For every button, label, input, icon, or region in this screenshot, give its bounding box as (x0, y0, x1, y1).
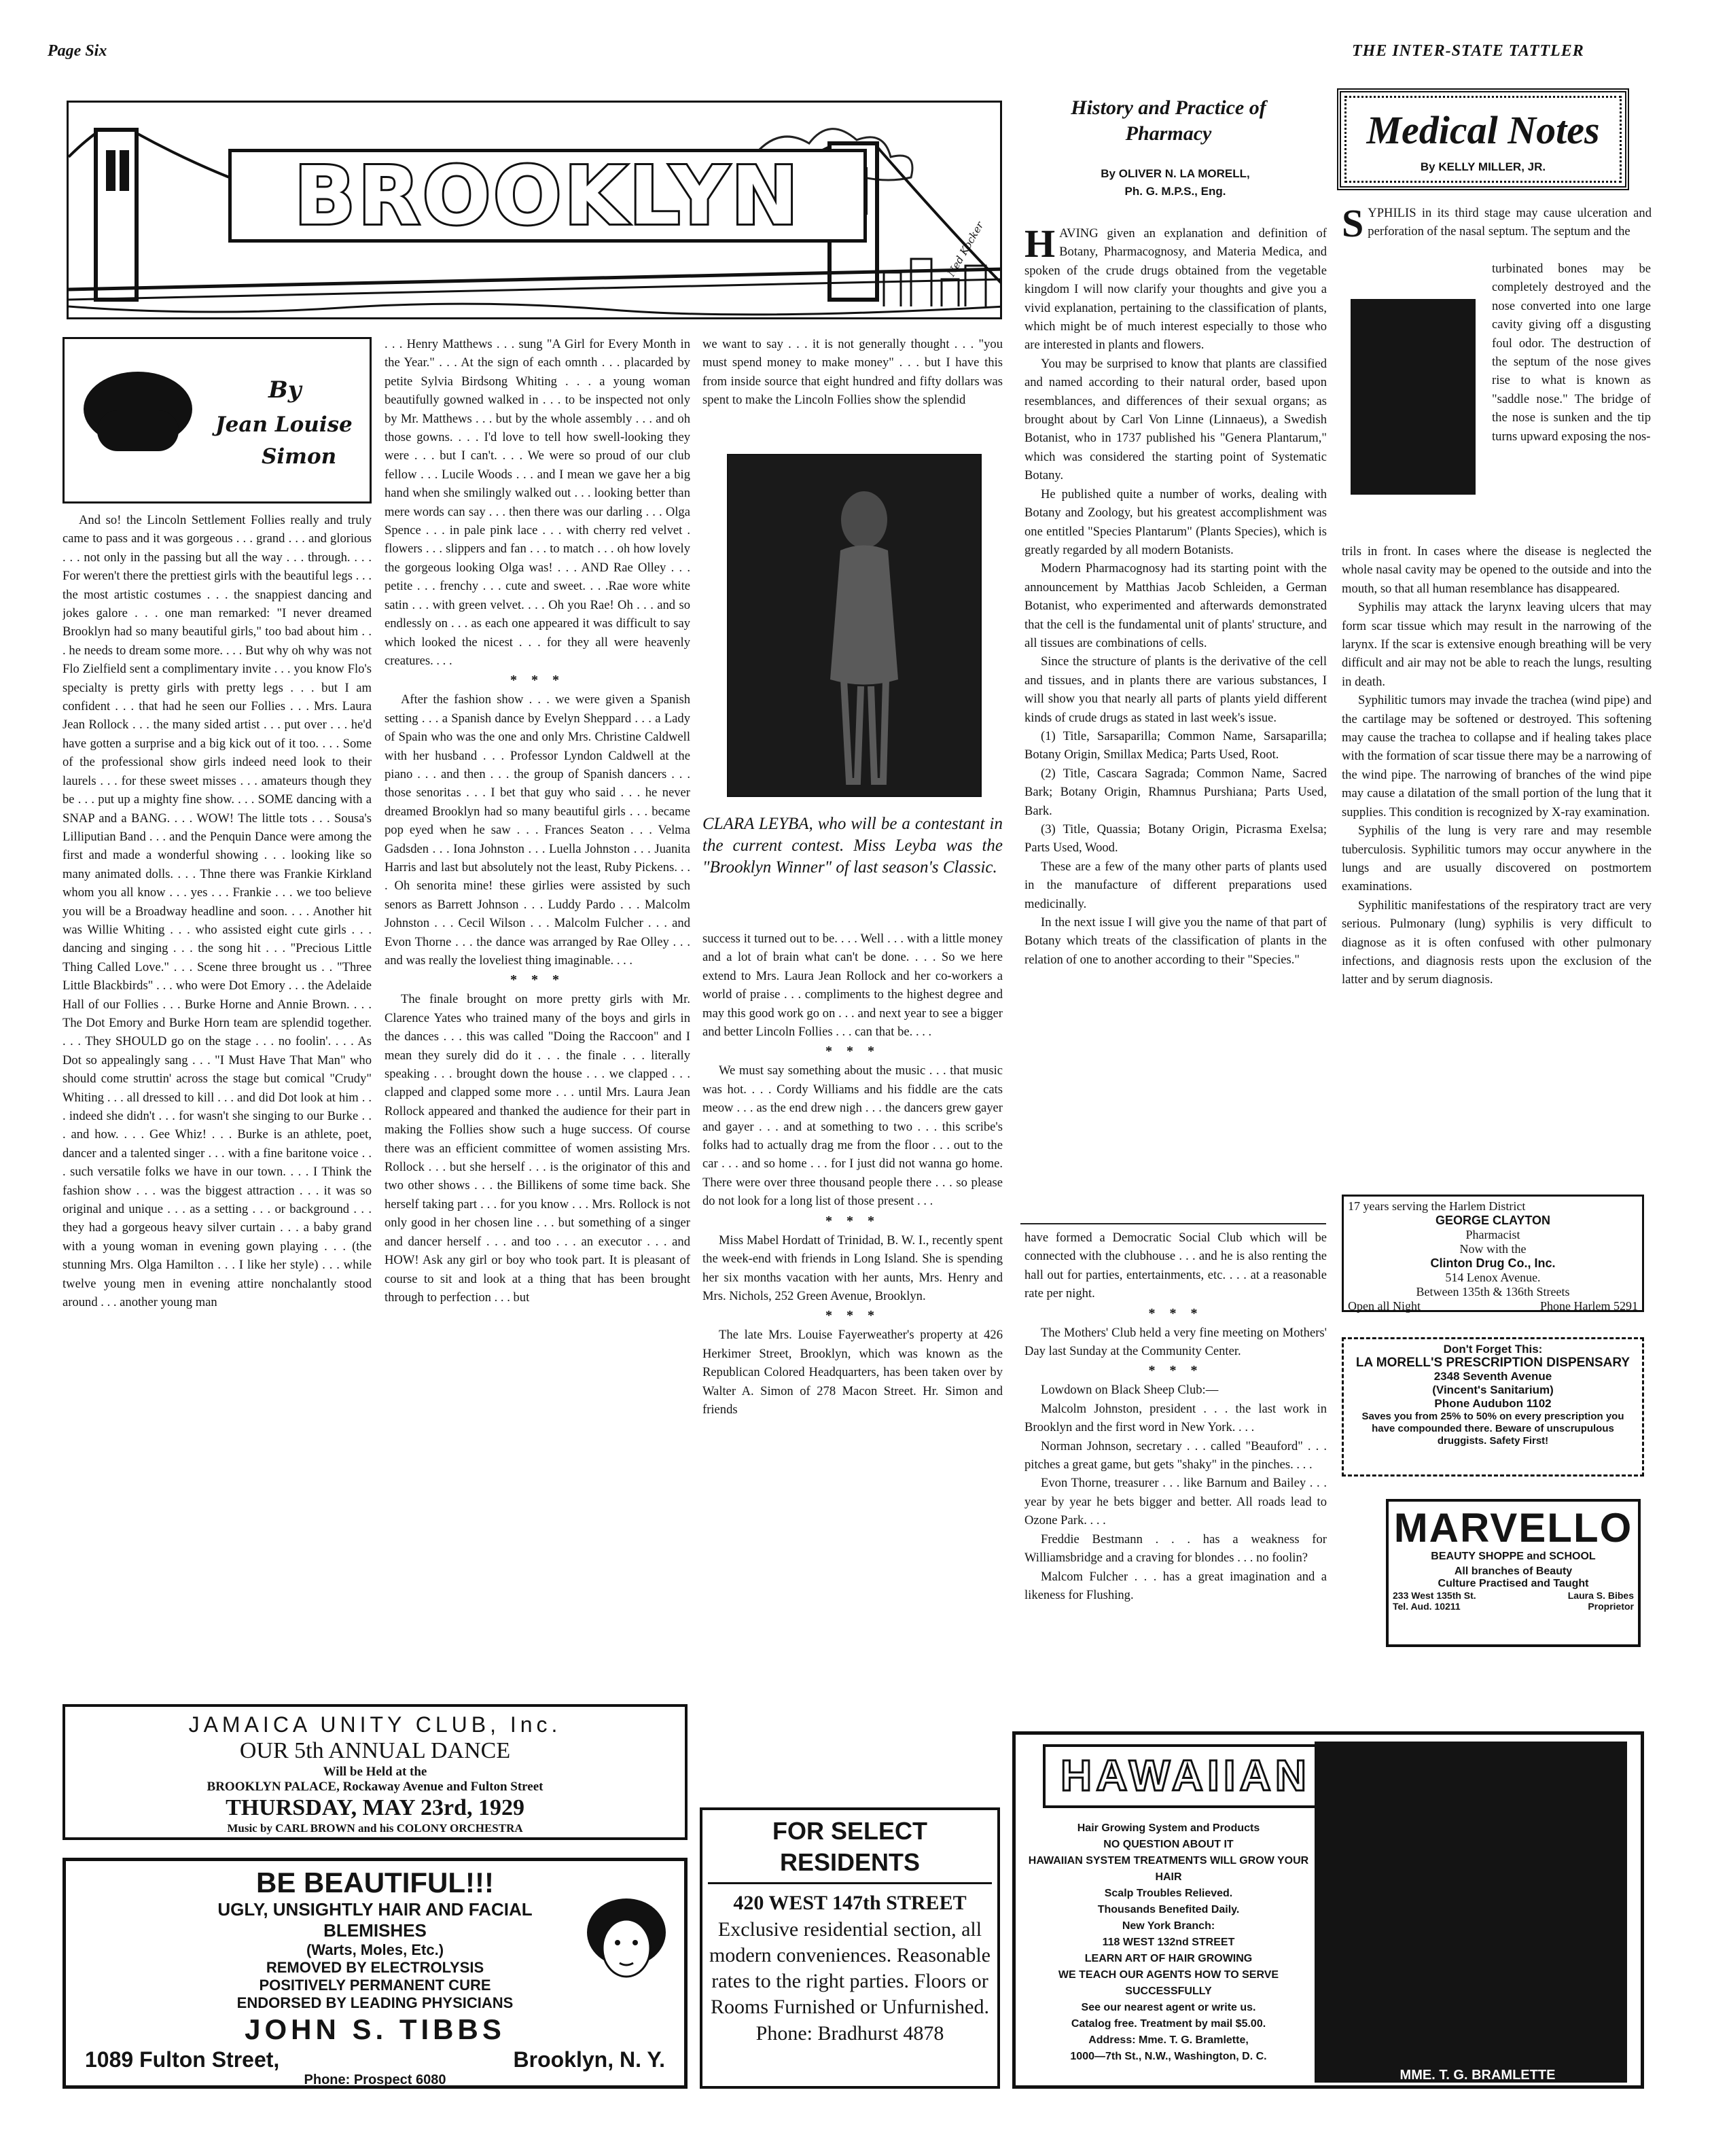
brooklyn-col3-para-1: we want to say . . . it is not generally thought . . . "you must spend money to make money" . . . but I have this from inside source that eight hundred and fifty dollars was spent to make the Lincoln Follies show the splendid (702, 337, 1003, 408)
brooklyn-column-3a (702, 335, 1003, 434)
byline-name-2: Simon (262, 444, 337, 469)
brooklyn-cont-para: Norman Johnson, secretary . . . called "Beauford" . . . pitches a great game, but gets "shaky" in the pinches. . . . (1024, 1438, 1327, 1472)
brooklyn-title: BROOKLYN (228, 149, 867, 243)
medical-para: trils in front. In cases where the disease is neglected the whole nasal cavity may be opened to the outside and into the mouth, so that all human resemblance has disappeared. (1342, 544, 1652, 596)
brooklyn-column-2 (385, 335, 690, 1679)
ad-line: UGLY, UNSIGHTLY HAIR AND FACIAL (217, 1899, 533, 1920)
pharmacy-para: (1) Title, Sarsaparilla; Common Name, Sarsaparilla; Botany Origin, Smillax Medica; Parts Used, Root. (1024, 728, 1327, 762)
brooklyn-col2-para-1: . . . Henry Matthews . . . sung "A Girl for Every Month in the Year." . . . At the sign of each omnth . . . placarded by petite Sylvia Birdsong Whiting . . . a young woman beautifully gowned walked in . . . to be inspected not only by Mr. Matthews . . . but by the whole assembly . . . and oh those gowns. . . . I'd love to tell how swell-looking they were . . . but I can't. . . . We were so proud of our club fellow . . . Lucile Woods . . . and I mean we gave her a big hand when she smilingly walked out . . . looking better than mere words can say . . . then there was our darling . . . Olga Spence . . . in pale pink lace . . . with cherry red velvet . flowers . . . slippers and fan . . . to match . . . oh how lovely the gorgeous looking Olga was! . . . AND Rae Olley . . . petite . . . frenchy . . . cute and sweet. . . .Rae wore white satin . . . with green velvet. . . . Oh you Rae! Oh . . . and so endlessly on . . . as each one appeared it was difficult to say which looked the nicest . . . for they all were heavenly creatures. . . . (385, 337, 690, 668)
brooklyn-cont-para: Freddie Bestmann . . . has a weakness for Williamsbridge and a craving for blondes . . . no foolin? (1024, 1532, 1327, 1566)
brooklyn-col1-text: And so! the Lincoln Settlement Follies really and truly came to pass and it was gorgeous . . . grand . . . and glorious . . . not only in the passing but all the way . . . through. . . . For weren't there the prettiest girls with the beautiful legs . . . the most artistic costumes . . . the snappiest dancing and jokes galore . . . one man remarked: "I never dreamed Brooklyn had so many beautiful girls," too bad about him . . . he needs to dream some more. . . . But why oh why was not Flo Zielfield sent a complimentary invite . . . you know Flo's specialty is pretty girls with pretty legs . . . but I am confident . . . that had he seen our Follies . . . Mrs. Laura Jean Rollock . . . the many sided artist . . . put over . . . he'd have gotten a surprise and a big kick out of it too. . . . Some of the professional show girls indeed need look to their laurels . . . for these sweet misses . . . amateurs though they be . . . put up a mighty fine show. . . . SOME dancing with a SNAP and a BANG. . . . WOW! The little tots . . . Sousa's Lilliputian Band . . . and the Penquin Dance were among the first and made a wonderful showing . . . looking like so many animated dolls. . . . Thne there was Frankie Kirkland whom you all know . . . yes . . . Frankie . . . we too believe you will be a Broadway headline and soon. . . . Another hit was Willie Whiting . . . who assisted eight cute girls . . . dancing and singing . . . the song hit . . . "Precious Little Thing Called Love." . . . Scene three brought us . . "Three Little Blackbirds" . . . who were Dot Emory . . . the Adelaide Hall of our Follies . . . Burke Horne and Annie Brown. . . . The Dot Emory and Burke Horn team are splendid together. . . . They SHOULD go on the stage . . . no foolin'. . . . As Dot so appealingly sang . . . "I Must Have That Man" who should come struttin' across the stage but comical "Crudy" Whiting . . . all dressed to kill . . . and did Dot look at him . . . indeed she didn't . . . for wasn't she singing to our Burke . . . and how. . . . Gee Whiz! . . . Burke is an athlete, poet, dancer and a talented singer . . . with a fine baritone voice . . . such versatile folks we have in our town. . . . I Think the fashion show . . . was the biggest attraction . . . it was so original and unique . . . as a setting . . . or background . . . they had a gorgeous heavy silver curtain . . . a baby grand with a young woman in evening gown playing . . . (the stunning Mrs. Olga Hamilton . . . I like her style) . . . while twelve young men in evening attire nonchalantly stood around . . . another young man (63, 513, 372, 1310)
ad-line: REMOVED BY ELECTROLYSIS (266, 1959, 484, 1976)
medical-para: Syphilitic manifestations of the respiratory tract are very serious. Pulmonary (lung) syphilis is very difficult to diagnose as it is often confused with other pulmonary infections, and diagnosis rests upon the exclusion of the latter and by serum diagnosis. (1342, 898, 1652, 987)
brooklyn-banner (67, 101, 1002, 319)
ad-line: Brooklyn, N. Y. (513, 2047, 665, 2072)
hawaiian-photo (1315, 1742, 1627, 2083)
medical-para: Syphilis may attack the larynx leaving ulcers that may form scar tissue which may result in the narrowing of the larynx. If the scar is extensive enough breathing will be very difficult and air may not be able to reach the lungs, resulting in death. (1342, 600, 1652, 689)
ad-line: 420 WEST 147th STREET (733, 1892, 967, 1914)
brooklyn-cont-para: Lowdown on Black Sheep Club:— (1041, 1383, 1219, 1398)
woman-portrait (582, 1895, 671, 1997)
ad-line: Music by CARL BROWN and his COLONY ORCHESTRA (227, 1822, 523, 1835)
woman-figure (728, 455, 983, 798)
ad-line: Clinton Drug Co., Inc. (1430, 1256, 1556, 1270)
ad-line: BROOKLYN PALACE, Rockaway Avenue and Fulton Street (207, 1780, 543, 1794)
marvello-beauty-ad (1386, 1499, 1641, 1647)
separator-stars: * * * (510, 673, 565, 688)
ad-line: 233 West 135th St. (1393, 1590, 1476, 1601)
ad-line: MME. T. G. BRAMLETTE (1399, 2068, 1556, 2083)
select-residents-ad (700, 1807, 1000, 2089)
brooklyn-cont-para: Evon Thorne, treasurer . . . like Barnum and Bailey . . . year by year he bets bigger and better. All roads lead to Ozone Park. . . . (1024, 1476, 1327, 1528)
ad-line: All branches of Beauty (1454, 1566, 1573, 1577)
ad-line: BEAUTY SHOPPE and SCHOOL (1431, 1551, 1596, 1562)
medical-para: turbinated bones may be completely destroyed and the nose converted into one large cavity giving off a disgusting foul odor. The destruction of the septum of the nose gives rise to what is known as "saddle nose." The bridge of the nose is sunken and the tip turns upward exposing the nos- (1492, 262, 1651, 444)
separator-stars: * * * (825, 1213, 880, 1229)
ad-line: Phone: Bradhurst 4878 (755, 2022, 944, 2045)
page-label: Page Six (48, 42, 107, 60)
ad-line: LA MORELL'S PRESCRIPTION DISPENSARY (1355, 1356, 1630, 1370)
medical-side-text (1492, 260, 1651, 545)
ad-line: WE TEACH OUR AGENTS HOW TO SERVE SUCCESSFULLY (1058, 1969, 1279, 1997)
hawaiian-logo (1043, 1744, 1328, 1808)
clayton-pharmacist-ad (1342, 1195, 1644, 1312)
ad-title: FOR SELECT RESIDENTS (708, 1816, 992, 1884)
brooklyn-cont-para: have formed a Democratic Social Club which will be connected with the clubhouse . . . and he is also renting the hall out for parties, entertainments, etc. . . . at a reasonable rate per night. (1024, 1231, 1327, 1301)
pharmacy-para: (2) Title, Cascara Sagrada; Common Name, Sacred Bark; Botany Origin, Rhamnus Purshiana; Parts Used, Bark. (1024, 766, 1327, 818)
medical-para: Syphilis of the lung is very rare and may resemble tuberculosis. Syphilitic tumors may occur anywhere in the lungs and are usually discovered on postmortem examinations. (1342, 824, 1652, 894)
artist-signature: Ned Kocker (945, 219, 986, 279)
brooklyn-col3-para-2: success it turned out to be. . . . Well . . . with a little money and a lot of brain what can't be done. . . . So we here extend to Mrs. Laura Jean Rollock and her co-workers a world of praise . . . compliments to the highest degree and may this good work go on . . . and next year to see a bigger and better Lincoln Follies . . . can that be. . . . (702, 932, 1003, 1040)
ad-line: OUR 5th ANNUAL DANCE (239, 1738, 511, 1763)
pharmacy-para: (3) Title, Quassia; Botany Origin, Picrasma Exelsa; Parts Used, Wood. (1024, 822, 1327, 855)
ad-line: POSITIVELY PERMANENT CURE (259, 1977, 491, 1994)
medical-notes-header (1337, 88, 1629, 190)
ad-line: Open all Night (1348, 1299, 1421, 1313)
pharmacy-dropcap: H (1024, 224, 1056, 266)
ad-line: ENDORSED BY LEADING PHYSICIANS (236, 1994, 514, 2011)
ad-line: Proprietor (1588, 1601, 1634, 1612)
ad-line: New York Branch: (1122, 1920, 1215, 1932)
byline-box (63, 337, 372, 503)
separator-stars: * * * (825, 1044, 880, 1059)
pharmacy-para: Modern Pharmacognosy had its starting point with the announcement by Matthias Jacob Schleiden, a German Botanist, who experimented and afterwards demonstrated that the cell is the fundamental unit of plants' structure, and all tissues are combinations of cells. (1024, 561, 1327, 650)
ad-line: GEORGE CLAYTON (1435, 1214, 1551, 1227)
pharmacy-byline-2: Ph. G. M.P.S., Eng. (1124, 185, 1226, 198)
ad-line: Hair Growing System and Products (1077, 1822, 1260, 1834)
ad-line: 514 Lenox Avenue. (1445, 1271, 1541, 1284)
ad-line: Scalp Troubles Relieved. (1104, 1888, 1233, 1899)
clara-leyba-photo (727, 454, 982, 797)
brooklyn-col3-para-4: Miss Mabel Hordatt of Trinidad, B. W. I., recently spent the week-end with friends in Long Island. She is spending her six months vacation with her aunts, Mrs. Henry and Mrs. Nichols, 252 Green Avenue, Brooklyn. (702, 1233, 1003, 1303)
brooklyn-col3-para-3: We must say something about the music . . . that music was hot. . . . Cordy Williams and his fiddle are the cats meow . . . as the end drew nigh . . . the dancers grew gayer and gayer . . . and at something to two . . . this scribe's folks had to actually drag me from the floor . . . out to the car . . . and so home . . . for I just did not wanna go home. There were over three thousand people there . . . so please do not look for a long list of those present . . . (702, 1063, 1003, 1209)
brooklyn-cont-para: Malcolm Johnston, president . . . the last work in Brooklyn and the first word in New York. . . . (1024, 1401, 1327, 1435)
ad-line: Pharmacist (1465, 1228, 1520, 1241)
ad-line: Don't Forget This: (1443, 1343, 1543, 1356)
pharmacy-article (1024, 224, 1327, 1230)
ad-line: JAMAICA UNITY CLUB, Inc. (188, 1712, 562, 1737)
ad-line: (Vincent's Sanitarium) (1432, 1383, 1554, 1396)
ad-line: 2348 Seventh Avenue (1433, 1370, 1552, 1383)
be-beautiful-ad (63, 1858, 688, 2089)
brooklyn-col2-para-2: After the fashion show . . . we were given a Spanish setting . . . a Spanish dance by Evelyn Sheppard . . . a Lady of Spain who was the one and only Mrs. Christine Caldwell with her husband . . . Professor Lyndon Caldwell at the piano . . . and then . . . the group of Spanish dancers . . . those senoritas . . . I bet that guy who said . . . he never dreamed Brooklyn had so many beautiful girls . . . became pop eyed when he saw . . . Frances Seaton . . . Velma Gadsden . . . Iona Johnston . . . Luella Johnston . . . Juanita Harris and last but absolutely not the least, Ruby Pickens. . . . Oh senorita mine! these girlies were assisted by such senors as Barrett Johnson . . . Luddy Pardo . . . Malcolm Johnston . . . Cecil Wilson . . . Malcolm Fulcher . . . and Evon Thorne . . . the dance was arranged by Rae Olley . . . and was really the loveliest thing imaginable. . . . (385, 692, 690, 968)
ad-line: Will be Held at the (323, 1765, 427, 1779)
ad-line: JOHN S. TIBBS (245, 2013, 505, 2045)
medical-para: Syphilitic tumors may invade the trachea (wind pipe) and the cartilage may be softened or destroyed. This softening may cause the trachea to collapse and if healing takes place with the formation of scar tissue there may be a narrowing of the wind pipe. The narrowing of branches of the wind pipe may cause a dilatation of the small portion of the lung that it supplies. This condition is recognized by X-ray examination. (1342, 693, 1652, 819)
hawaiian-title: HAWAIIAN (1060, 1751, 1310, 1800)
ad-line: Phone: Prospect 6080 (304, 2072, 446, 2087)
medical-body (1342, 542, 1652, 1174)
ad-line: THURSDAY, MAY 23rd, 1929 (226, 1795, 524, 1820)
newspaper-name: THE INTER-STATE TATTLER (1352, 42, 1584, 60)
ad-line: HAWAIIAN SYSTEM TREATMENTS WILL GROW YOUR HAIR (1028, 1855, 1309, 1883)
brooklyn-column-1 (63, 511, 372, 1680)
la-morell-dispensary-ad (1342, 1337, 1644, 1477)
pharmacy-byline-1: By OLIVER N. LA MORELL, (1101, 167, 1250, 180)
pharmacy-para: You may be surprised to know that plants are classified and named according to their natural order, based upon resemblances, and differences of their sexual organs; as brought about by Carl Von Linne (Linnaeus), a Swedish Botanist, who in 1737 published his "Genera Plantarum," which was considered the starting point of Systematic Botany. (1024, 356, 1327, 483)
separator-stars: * * * (825, 1308, 880, 1324)
ad-line: NO QUESTION ABOUT IT (1103, 1839, 1234, 1850)
pharmacy-para: He published quite a number of works, dealing with Botany and Zoology, but his greatest accomplishment was one entitled "Species Plantarum" (Plants Species), which is greatly regarded by all modern Botanists. (1024, 487, 1327, 557)
medical-dropcap: S (1342, 204, 1364, 245)
ad-line: Phone Audubon 1102 (1434, 1397, 1552, 1410)
separator-stars: * * * (510, 972, 565, 988)
ad-line: Address: Mme. T. G. Bramlette, (1088, 2034, 1249, 2046)
ad-line: Laura S. Bibes (1567, 1590, 1634, 1601)
ad-line: Thousands Benefited Daily. (1097, 1904, 1240, 1915)
photo-caption: CLARA LEYBA, who will be a contestant in the current contest. Miss Leyba was the "Brooklyn Winner" of last season's Classic. (702, 815, 1003, 877)
ad-line: BLEMISHES (323, 1920, 427, 1941)
ad-line: (Warts, Moles, Etc.) (306, 1941, 444, 1958)
byline-by: By (268, 376, 302, 404)
separator-stars: * * * (1148, 1305, 1203, 1321)
marvello-name: MARVELLO (1393, 1505, 1633, 1551)
ad-line: Culture Practised and Taught (1438, 1578, 1589, 1589)
ad-line: Tel. Aud. 10211 (1393, 1601, 1461, 1612)
ad-line: Exclusive residential section, all modern conveniences. Reasonable rates to the right parties. Floors or Rooms Furnished or Unfurnished. (709, 1918, 991, 2018)
ad-line: LEARN ART OF HAIR GROWING (1084, 1953, 1253, 1964)
medical-photo (1351, 299, 1476, 495)
pharmacy-para: In the next issue I will give you the name of that part of Botany which treats of the classification of plants in the relation of one to another according to their "Species." (1024, 915, 1327, 967)
brooklyn-cont-para: The Mothers' Club held a very fine meeting on Mothers' Day last Sunday at the Community Center. (1024, 1325, 1327, 1359)
hawaiian-hair-ad (1012, 1731, 1644, 2089)
ad-line: 1089 Fulton Street, (85, 2047, 280, 2072)
pharmacy-para: AVING given an explanation and definition of Botany, Pharmacognosy, and Materia Medica, and spoken of the crude drugs obtained from the vegetable kingdom I will now clarify your thoughts and give you a vivid explanation, pertaining to the classification of plants, which might be of much interest especially to those who are interested in plants and flowers. (1024, 226, 1327, 353)
pharmacy-title: History and Practice of Pharmacy (1071, 96, 1266, 145)
separator-stars: * * * (1148, 1363, 1203, 1379)
ad-line: BE BEAUTIFUL!!! (256, 1867, 494, 1898)
ad-line: Saves you from 25% to 50% on every prescription you have compounded there. Beware of unscrupulous druggists. Safety First! (1361, 1411, 1624, 1447)
brooklyn-column-3b (702, 930, 1003, 1711)
byline-name-1: Jean Louise (215, 412, 353, 437)
brooklyn-col2-para-3: The finale brought on more pretty girls with Mr. Clarence Yates who trained many of the boys and girls in the dances . . . this was called "Doing the Raccoon" and I mean they surely did do it . . . the finale . . . literally speaking . . . brought down the house . . . we clapped . . . clapped and clapped some more . . . until Mrs. Laura Jean Rollock appeared and thanked the audience for their part in making the Follies show such a huge success. Of course there was an efficient committee of women assisting Mrs. Rollock . . . but she herself . . . is the originator of this and two other shows . . . the Billikens of some time back. She herself taking part . . . for you know . . . Mrs. Rollock is not only good in her chosen line . . . but something of a singer and dancer herself . . . and too . . . an executor . . . and HOW! Ask any girl or boy who took part. It is pleasant of course to sit and look at a thing that has been brought through to perfection . . . but (385, 992, 690, 1305)
ad-line: Phone Harlem 5291 (1540, 1299, 1638, 1313)
brooklyn-cont-para: Malcom Fulcher . . . has a great imagination and a likeness for Flushing. (1024, 1569, 1327, 1602)
jamaica-unity-club-ad (63, 1704, 688, 1840)
ad-line: Now with the (1459, 1242, 1527, 1256)
column-rule (1020, 1223, 1326, 1224)
pharmacy-para: Since the structure of plants is the derivative of the cell and tissues, and in plants there are various substances, I will show you that nearly all parts of plants yield different kinds of crude drugs as stated in last week's issue. (1024, 654, 1327, 725)
pharmacy-para: These are a few of the many other parts of plants used in the manufacture of different preparations used medicinally. (1024, 859, 1327, 911)
ad-line: Catalog free. Treatment by mail $5.00. (1071, 2018, 1266, 2030)
ad-line: Between 135th & 136th Streets (1416, 1285, 1570, 1298)
ad-line: See our nearest agent or write us. (1081, 2002, 1256, 2013)
ad-line: 17 years serving the Harlem District (1348, 1199, 1526, 1213)
author-silhouette (77, 370, 199, 458)
brooklyn-col3-para-5: The late Mrs. Louise Fayerweather's property at 426 Herkimer Street, Brooklyn, which was known as the Republican Colored Headquarters, has been taken over by Walter A. Simon of 278 Macon Street. Hr. Simon and friends (702, 1328, 1003, 1417)
ad-line: 118 WEST 132nd STREET (1102, 1937, 1235, 1948)
medical-notes-byline: By KELLY MILLER, JR. (1420, 160, 1546, 173)
ad-line: 1000—7th St., N.W., Washington, D. C. (1070, 2051, 1267, 2062)
medical-para: YPHILIS in its third stage may cause ulceration and perforation of the nasal septum. The septum and the (1368, 206, 1652, 239)
medical-notes-title: Medical Notes (1366, 108, 1600, 152)
brooklyn-continued (1024, 1229, 1327, 1711)
